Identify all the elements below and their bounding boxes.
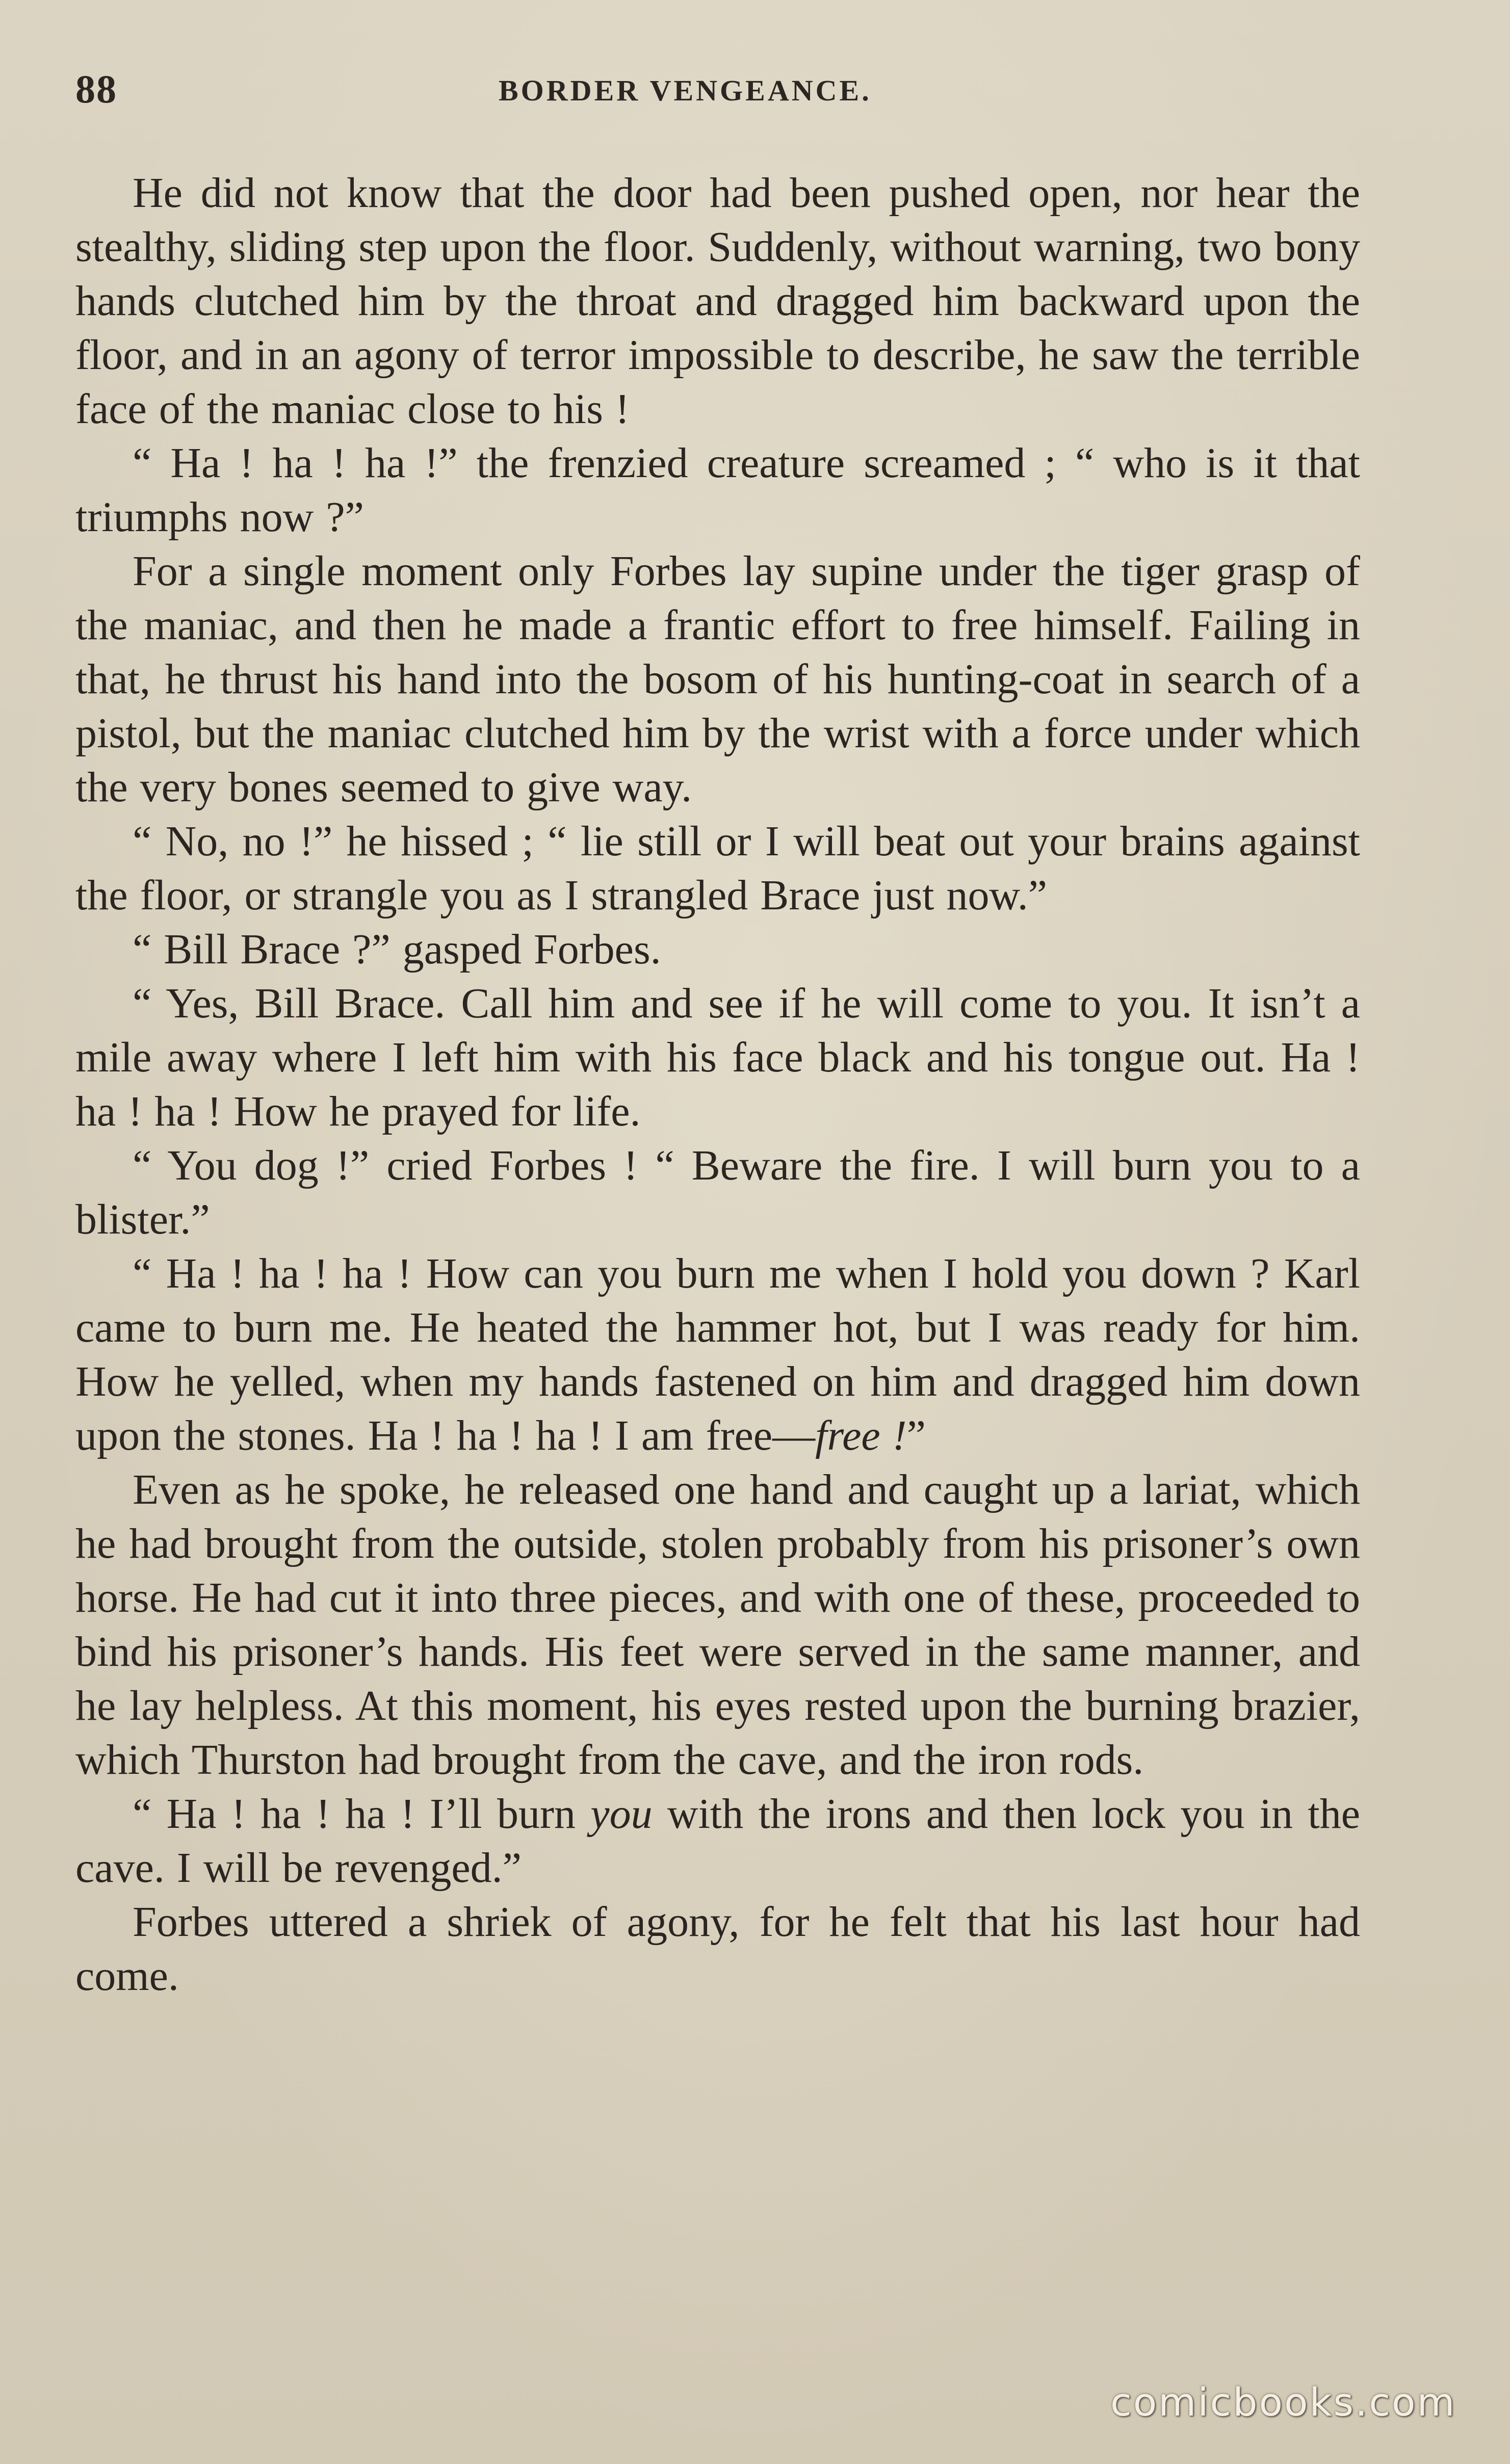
paragraph-1: He did not know that the door had been pushed open, nor hear the stealthy, sliding step upon the floor. Suddenly, without warning, two bony hands clutched him by the throat and dragged him backward upon the floor, and in an agony of terror impossible to describe, he saw the terrible face of the maniac close to his ! — [75, 169, 1360, 433]
paragraph-9: Even as he spoke, he released one hand and caught up a lariat, which he had brought from the outside, stolen probably from his prisoner’s own horse. He had cut it into three pieces, and with one of these, proceeded to bind his prisoner’s hands. His feet were served in the same manner, and he lay helpless. At this moment, his eyes rested upon the burning brazier, which Thurston had brought from the cave, and the iron rods. — [75, 1466, 1360, 1784]
italic-emphasis: you — [590, 1790, 653, 1838]
paragraph-11: Forbes uttered a shriek of agony, for he felt that his last hour had come. — [75, 1898, 1360, 2000]
body-text — [75, 166, 1360, 2003]
paragraph-4: “ No, no !” he hissed ; “ lie still or I will beat out your brains against the floor, or strangle you as I strangled Brace just now.” — [75, 818, 1360, 919]
paragraph-10: “ Ha ! ha ! ha ! I’ll burn you with the irons and then lock you in the cave. I will be revenged.” — [75, 1790, 1360, 1892]
italic-emphasis: free ! — [815, 1412, 907, 1459]
paragraph-7: “ You dog !” cried Forbes ! “ Beware the fire. I will burn you to a blister.” — [75, 1142, 1360, 1243]
paragraph-5: “ Bill Brace ?” gasped Forbes. — [133, 926, 661, 973]
watermark: comicbooks.com — [1110, 2379, 1456, 2425]
running-title: BORDER VENGEANCE. — [499, 74, 872, 107]
paragraph-6: “ Yes, Bill Brace. Call him and see if he will come to you. It isn’t a mile away where I left him with his face black and his tongue out. Ha ! ha ! ha ! How he prayed for life. — [75, 980, 1360, 1135]
paragraph-2: “ Ha ! ha ! ha !” the frenzied creature screamed ; “ who is it that triumphs now ?” — [75, 439, 1360, 541]
paragraph-3: For a single moment only Forbes lay supine under the tiger grasp of the maniac, and then he made a frantic effort to free himself. Failing in that, he thrust his hand into the bosom of his hunting-coat in search of a pistol, but the maniac clutched him by the wrist with a force under which the very bones seemed to give way. — [75, 547, 1360, 811]
paragraph-8: “ Ha ! ha ! ha ! How can you burn me when I hold you down ? Karl came to burn me. He heated the hammer hot, but I was ready for him. How he yelled, when my hands fastened on him and dragged him down upon the stones. Ha ! ha ! ha ! I am free—free !” — [75, 1250, 1360, 1459]
page-number: 88 — [75, 67, 117, 111]
page-header — [75, 66, 1360, 122]
